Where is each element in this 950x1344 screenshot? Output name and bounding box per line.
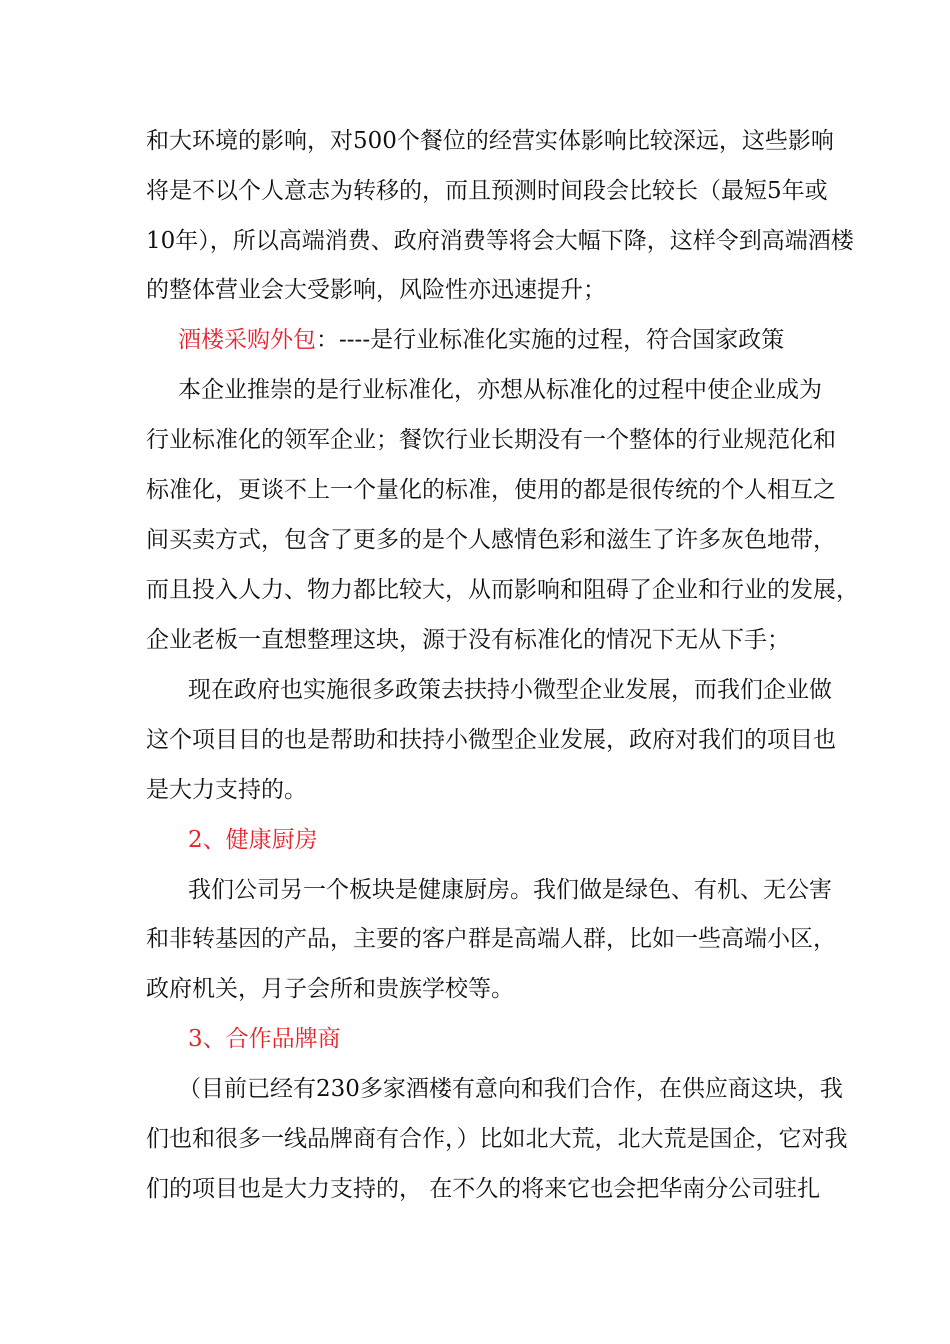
paragraph-line: 企业老板一直想整理这块，源于没有标准化的情况下无从下手； — [146, 627, 790, 653]
paragraph-line: 我们公司另一个板块是健康厨房。我们做是绿色、有机、无公害 — [188, 877, 832, 903]
paragraph-line: （目前已经有230多家酒楼有意向和我们合作，在供应商这块，我 — [178, 1076, 843, 1102]
procurement-heading: 酒楼采购外包 — [178, 327, 316, 353]
procurement-text: ：----是行业标准化实施的过程，符合国家政策 — [316, 327, 785, 353]
paragraph-line: 政府机关，月子会所和贵族学校等。 — [146, 976, 514, 1002]
paragraph-line: 是大力支持的。 — [146, 777, 307, 803]
paragraph-line: 间买卖方式，包含了更多的是个人感情色彩和滋生了许多灰色地带， — [146, 527, 836, 553]
paragraph-line: 和大环境的影响，对500个餐位的经营实体影响比较深远，这些影响 — [146, 128, 834, 154]
paragraph-line: 现在政府也实施很多政策去扶持小微型企业发展，而我们企业做 — [188, 677, 832, 703]
paragraph-line: 和非转基因的产品，主要的客户群是高端人群，比如一些高端小区， — [146, 926, 836, 952]
paragraph-line: 标准化，更谈不上一个量化的标准，使用的都是很传统的个人相互之 — [146, 477, 836, 503]
paragraph-line: 们的项目也是大力支持的， 在不久的将来它也会把华南分公司驻扎 — [146, 1176, 821, 1202]
section-heading-brand-partners: 3、合作品牌商 — [188, 1026, 341, 1052]
paragraph-line: 10年），所以高端消费、政府消费等将会大幅下降，这样令到高端酒楼 — [146, 228, 854, 254]
procurement-line — [178, 325, 784, 355]
paragraph-line: 而且投入人力、物力都比较大，从而影响和阻碍了企业和行业的发展， — [146, 577, 859, 603]
paragraph-line: 的整体营业会大受影响，风险性亦迅速提升； — [146, 277, 606, 303]
paragraph-line: 这个项目目的也是帮助和扶持小微型企业发展，政府对我们的项目也 — [146, 727, 836, 753]
paragraph-line: 行业标准化的领军企业；餐饮行业长期没有一个整体的行业规范化和 — [146, 427, 836, 453]
paragraph-line: 们也和很多一线品牌商有合作，）比如北大荒，北大荒是国企，它对我 — [146, 1126, 848, 1152]
section-heading-healthy-kitchen: 2、健康厨房 — [188, 827, 318, 853]
paragraph-line: 将是不以个人意志为转移的，而且预测时间段会比较长（最短5年或 — [146, 178, 828, 204]
paragraph-line: 本企业推崇的是行业标准化，亦想从标准化的过程中使企业成为 — [178, 377, 822, 403]
